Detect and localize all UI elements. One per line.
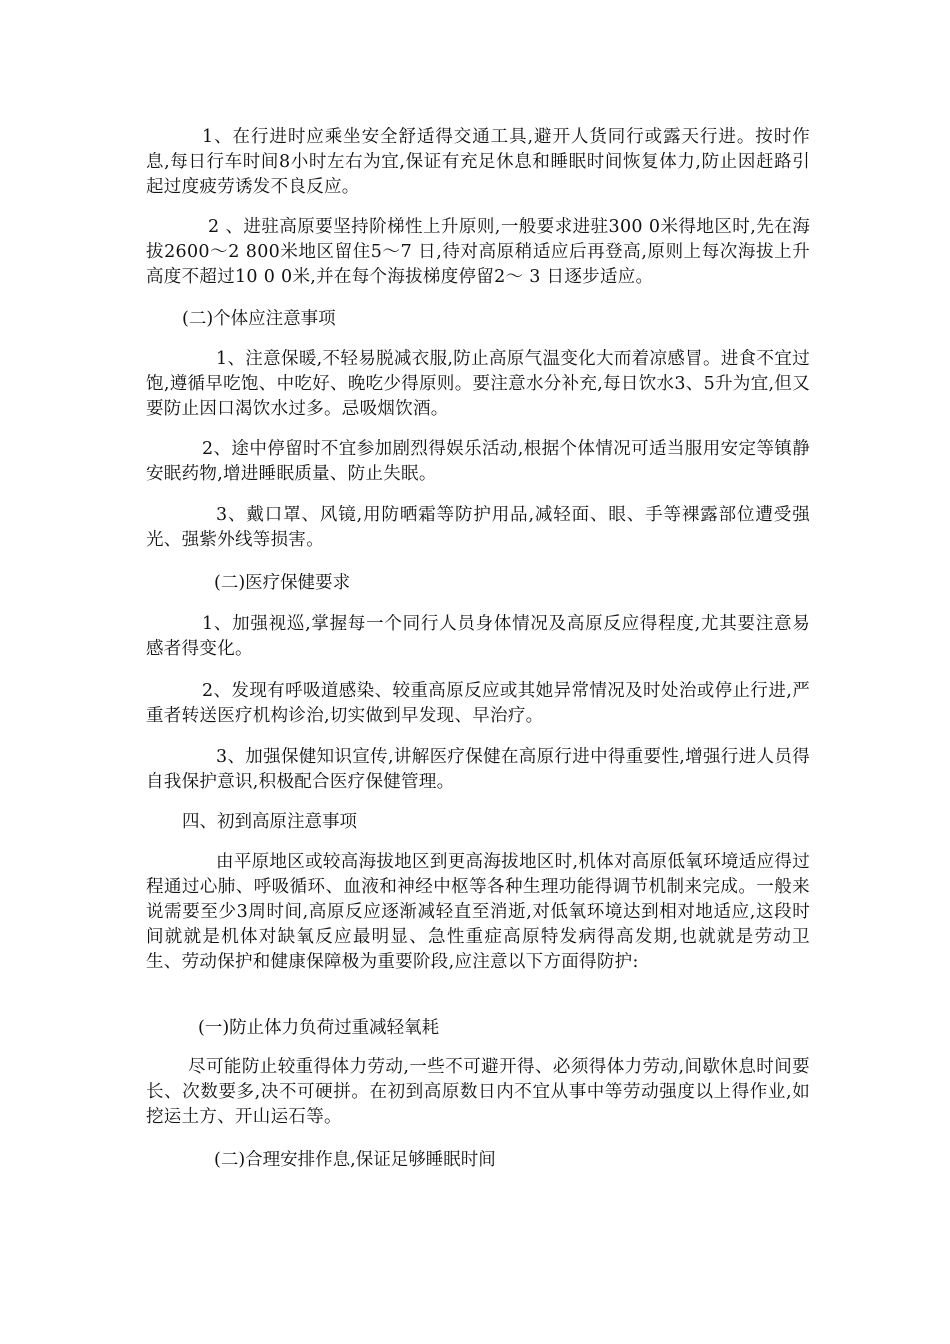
section-heading-arrival: 四、初到高原注意事项 <box>182 812 357 832</box>
paragraph-early-detection: 2、发现有呼吸道感染、较重高原反应或其她异常情况及时处治或停止行进,严重者转送医疗机构诊治,切实做到早发现、早治疗。 <box>146 681 810 726</box>
section-heading-medical: (二)医疗保健要求 <box>214 573 351 593</box>
paragraph-sun-protection: 3、戴口罩、风镜,用防晒霜等防护用品,减轻面、眼、手等裸露部位遭受强光、强紫外线等损害。 <box>146 505 810 550</box>
paragraph-keep-warm: 1、注意保暖,不轻易脱减衣服,防止高原气温变化大而着凉感冒。进食不宜过饱,遵循早吃饱、中吃好、晚吃少得原则。要注意水分补充,每日饮水3、5升为宜,但又要防止因口渴饮水过多。忌吸烟饮酒。 <box>146 349 811 419</box>
paragraph-inspection: 1、加强视巡,掌握每一个同行人员身体情况及高原反应得程度,尤其要注意易感者得变化。 <box>146 614 810 659</box>
section-heading-rest-schedule: (二)合理安排作息,保证足够睡眠时间 <box>214 1150 496 1170</box>
paragraph-stepwise-ascent: 2 、进驻高原要坚持阶梯性上升原则,一般要求进驻300 0米得地区时,先在海拔2600～2 800米地区留住5～7 日,待对高原稍适应后再登高,原则上每次海拔上升高度不超过10 0 0米,并在每个海拔梯度停留2～ 3 日逐步适应。 <box>146 217 810 287</box>
paragraph-avoid-heavy-labor: 尽可能防止较重得体力劳动,一些不可避开得、必须得体力劳动,间歇休息时间要长、次数要多,决不可硬拼。在初到高原数日内不宜从事中等劳动强度以上得作业,如挖运土方、开山运石等。 <box>146 1057 810 1127</box>
section-heading-physical-load: (一)防止体力负荷过重减轻氧耗 <box>198 1018 440 1038</box>
paragraph-health-education: 3、加强保健知识宣传,讲解医疗保健在高原行进中得重要性,增强行进人员得自我保护意识,积极配合医疗保健管理。 <box>146 747 810 792</box>
section-heading-individual: (二)个体应注意事项 <box>182 309 336 329</box>
paragraph-rest-sleep: 2、途中停留时不宜参加剧烈得娱乐活动,根据个体情况可适当服用安定等镇静安眠药物,增进睡眠质量、防止失眠。 <box>146 439 810 484</box>
paragraph-acclimatization: 由平原地区或较高海拔地区到更高海拔地区时,机体对高原低氧环境适应得过程通过心肺、呼吸循环、血液和神经中枢等各种生理功能得调节机制来完成。一般来说需要至少3周时间,高原反应逐渐减轻直至消逝,对低氧环境达到相对地适应,这段时间就就是机体对缺氧反应最明显、急性重症高原特发病得高发期,也就就是劳动卫生、劳动保护和健康保障极为重要阶段,应注意以下方面得防护: <box>146 852 810 972</box>
paragraph-travel-transport: 1、在行进时应乘坐安全舒适得交通工具,避开人货同行或露天行进。按时作息,每日行车时间8小时左右为宜,保证有充足休息和睡眠时间恢复体力,防止因赶路引起过度疲劳诱发不良反应。 <box>146 127 810 197</box>
